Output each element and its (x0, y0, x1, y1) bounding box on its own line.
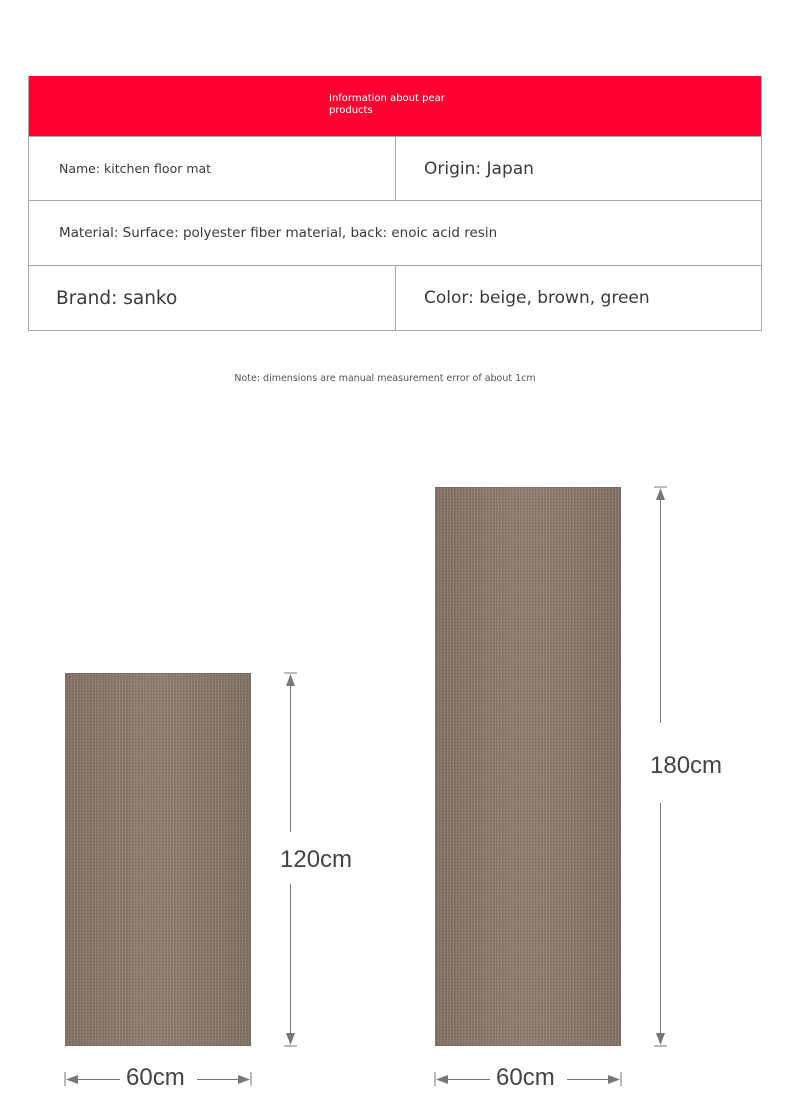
product-name: Name: kitchen floor mat (59, 161, 212, 176)
arrow-60a-left (66, 1075, 78, 1084)
height-label-180: 180cm (650, 752, 723, 779)
arrow-120-up (286, 674, 295, 686)
product-color: Color: beige, brown, green (424, 288, 650, 308)
measurement-note: Note: dimensions are manual measurement error of about 1cm (234, 373, 536, 384)
product-brand: Brand: sanko (56, 287, 178, 309)
arrow-60b-right (608, 1075, 620, 1084)
arrow-120-down (286, 1033, 295, 1045)
product-origin: Origin: Japan (424, 158, 534, 179)
arrow-180-up (656, 488, 665, 500)
arrow-60b-left (436, 1075, 448, 1084)
info-table-title: Information about pear products (329, 93, 445, 116)
arrow-180-down (656, 1033, 665, 1045)
width-label-60-right: 60cm (496, 1064, 555, 1091)
arrow-60a-right (238, 1075, 250, 1084)
product-material: Material: Surface: polyester fiber material, back: enoic acid resin (59, 225, 498, 241)
height-label-120: 120cm (280, 846, 353, 873)
width-label-60-left: 60cm (126, 1064, 185, 1091)
